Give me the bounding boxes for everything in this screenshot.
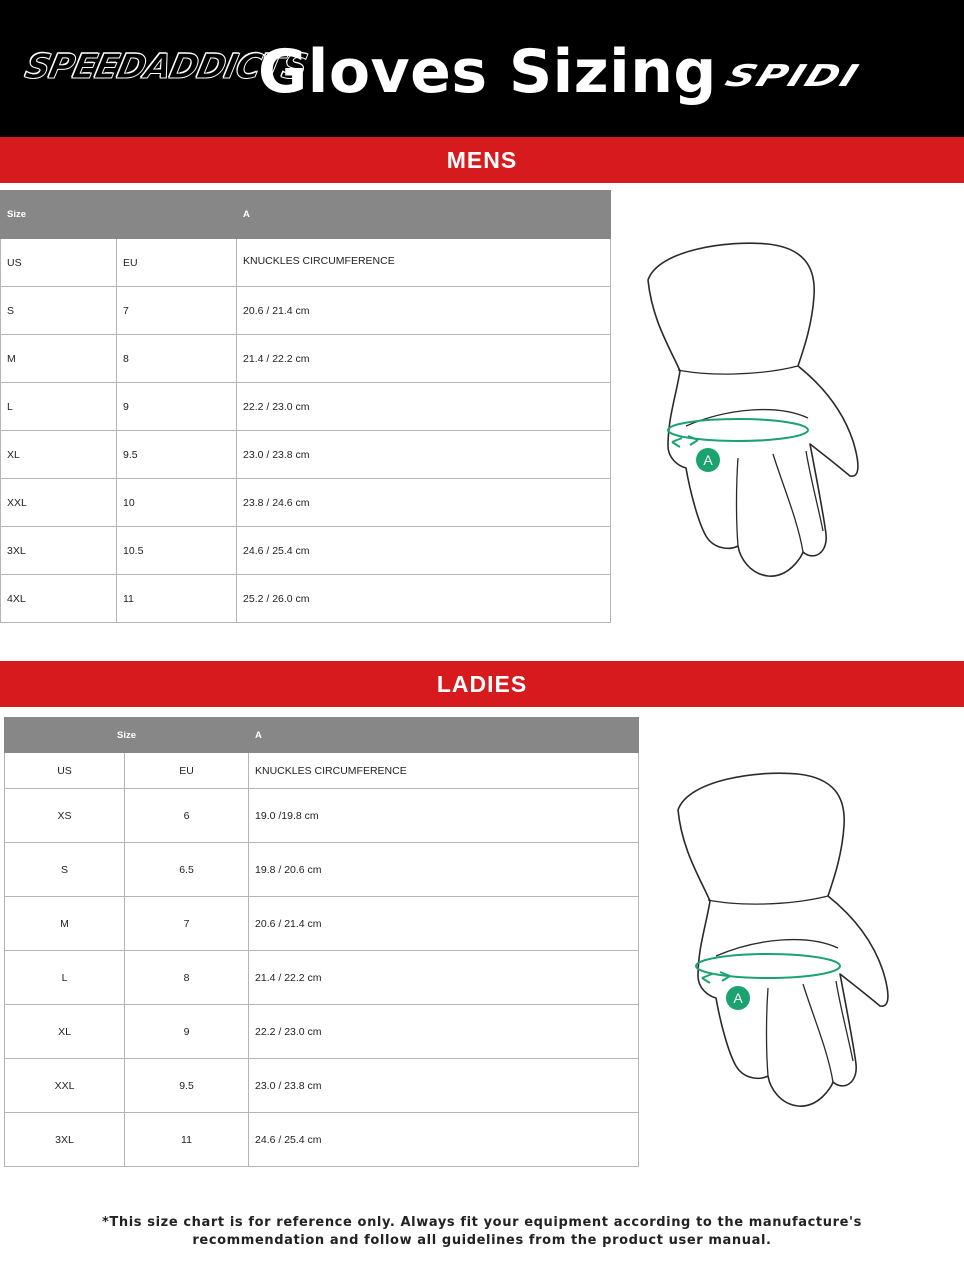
us-size-cell: M: [1, 335, 117, 383]
eu-size-cell: 7: [125, 897, 249, 951]
knuckle-measure-cell: 22.2 / 23.0 cm: [237, 383, 611, 431]
measure-column-label: KNUCKLES CIRCUMFERENCE: [237, 239, 611, 287]
eu-size-cell: 8: [125, 951, 249, 1005]
table-row: [5, 951, 639, 1005]
us-column-label: US: [5, 753, 125, 789]
knuckle-measure-cell: 20.6 / 21.4 cm: [237, 287, 611, 335]
table-row: [1, 383, 611, 431]
ladies-glove-diagram: [668, 766, 918, 1116]
table-row: [5, 897, 639, 951]
header-banner: [0, 0, 964, 137]
us-size-cell: XL: [1, 431, 117, 479]
table-row: [1, 479, 611, 527]
table-row: [5, 1113, 639, 1167]
spidi-logo: [720, 58, 952, 94]
column-label-row: [1, 239, 611, 287]
column-label-row: [5, 753, 639, 789]
knuckle-measure-cell: 21.4 / 22.2 cm: [249, 951, 639, 1005]
eu-size-cell: 11: [125, 1113, 249, 1167]
table-row: [5, 843, 639, 897]
table-row: [5, 1005, 639, 1059]
eu-size-cell: 9: [125, 1005, 249, 1059]
us-size-cell: XXL: [5, 1059, 125, 1113]
eu-size-cell: 10: [117, 479, 237, 527]
measure-column-label: KNUCKLES CIRCUMFERENCE: [249, 753, 639, 789]
knuckle-measure-cell: 23.8 / 24.6 cm: [237, 479, 611, 527]
us-column-label: US: [1, 239, 117, 287]
disclaimer: [60, 1214, 904, 1250]
table-header-row: [5, 718, 639, 753]
table-row: [1, 335, 611, 383]
knuckle-measure-cell: 23.0 / 23.8 cm: [249, 1059, 639, 1113]
eu-size-cell: 9.5: [125, 1059, 249, 1113]
us-size-cell: S: [1, 287, 117, 335]
eu-size-cell: 10.5: [117, 527, 237, 575]
ladies-size-table: [4, 717, 639, 1167]
mens-section-header: MENS: [0, 137, 964, 183]
eu-size-cell: 8: [117, 335, 237, 383]
mens-size-table: [0, 190, 611, 623]
page-title: Gloves Sizing: [258, 37, 717, 107]
knuckle-measure-cell: 19.8 / 20.6 cm: [249, 843, 639, 897]
measure-header-cell: A: [237, 191, 611, 239]
table-row: [1, 575, 611, 623]
knuckle-measure-cell: 19.0 /19.8 cm: [249, 789, 639, 843]
us-size-cell: S: [5, 843, 125, 897]
knuckle-measure-cell: 23.0 / 23.8 cm: [237, 431, 611, 479]
eu-column-label: EU: [117, 239, 237, 287]
table-row: [5, 789, 639, 843]
ladies-section-header: LADIES: [0, 661, 964, 707]
knuckle-measure-cell: 20.6 / 21.4 cm: [249, 897, 639, 951]
disclaimer-line-2: recommendation and follow all guidelines from the product user manual.: [192, 1233, 772, 1248]
table-row: [5, 1059, 639, 1113]
measurement-marker-label: A: [703, 452, 713, 468]
us-size-cell: L: [1, 383, 117, 431]
speedaddicts-logo: [21, 42, 311, 92]
table-row: [1, 527, 611, 575]
eu-size-cell: 9: [117, 383, 237, 431]
knuckle-measure-cell: 25.2 / 26.0 cm: [237, 575, 611, 623]
us-size-cell: XL: [5, 1005, 125, 1059]
table-row: [1, 287, 611, 335]
eu-size-cell: 9.5: [117, 431, 237, 479]
eu-size-cell: 11: [117, 575, 237, 623]
disclaimer-line-1: *This size chart is for reference only. Always fit your equipment according to the manufacture's: [102, 1215, 862, 1230]
speedaddicts-logo-text: SPEEDADDICTS: [21, 47, 311, 87]
knuckle-measure-cell: 22.2 / 23.0 cm: [249, 1005, 639, 1059]
spidi-logo-text: SPIDI: [720, 58, 865, 94]
eu-size-cell: 6.5: [125, 843, 249, 897]
table-row: [1, 431, 611, 479]
knuckle-measure-cell: 24.6 / 25.4 cm: [237, 527, 611, 575]
eu-size-cell: 6: [125, 789, 249, 843]
table-header-row: [1, 191, 611, 239]
size-header-cell: Size: [5, 718, 249, 753]
us-size-cell: XS: [5, 789, 125, 843]
us-size-cell: M: [5, 897, 125, 951]
size-header-cell: Size: [1, 191, 237, 239]
measurement-marker-label: A: [733, 990, 743, 1006]
knuckle-measure-cell: 21.4 / 22.2 cm: [237, 335, 611, 383]
mens-glove-diagram: [638, 236, 888, 586]
us-size-cell: XXL: [1, 479, 117, 527]
us-size-cell: 3XL: [5, 1113, 125, 1167]
eu-column-label: EU: [125, 753, 249, 789]
eu-size-cell: 7: [117, 287, 237, 335]
knuckle-measure-cell: 24.6 / 25.4 cm: [249, 1113, 639, 1167]
measure-header-cell: A: [249, 718, 639, 753]
us-size-cell: L: [5, 951, 125, 1005]
us-size-cell: 4XL: [1, 575, 117, 623]
us-size-cell: 3XL: [1, 527, 117, 575]
